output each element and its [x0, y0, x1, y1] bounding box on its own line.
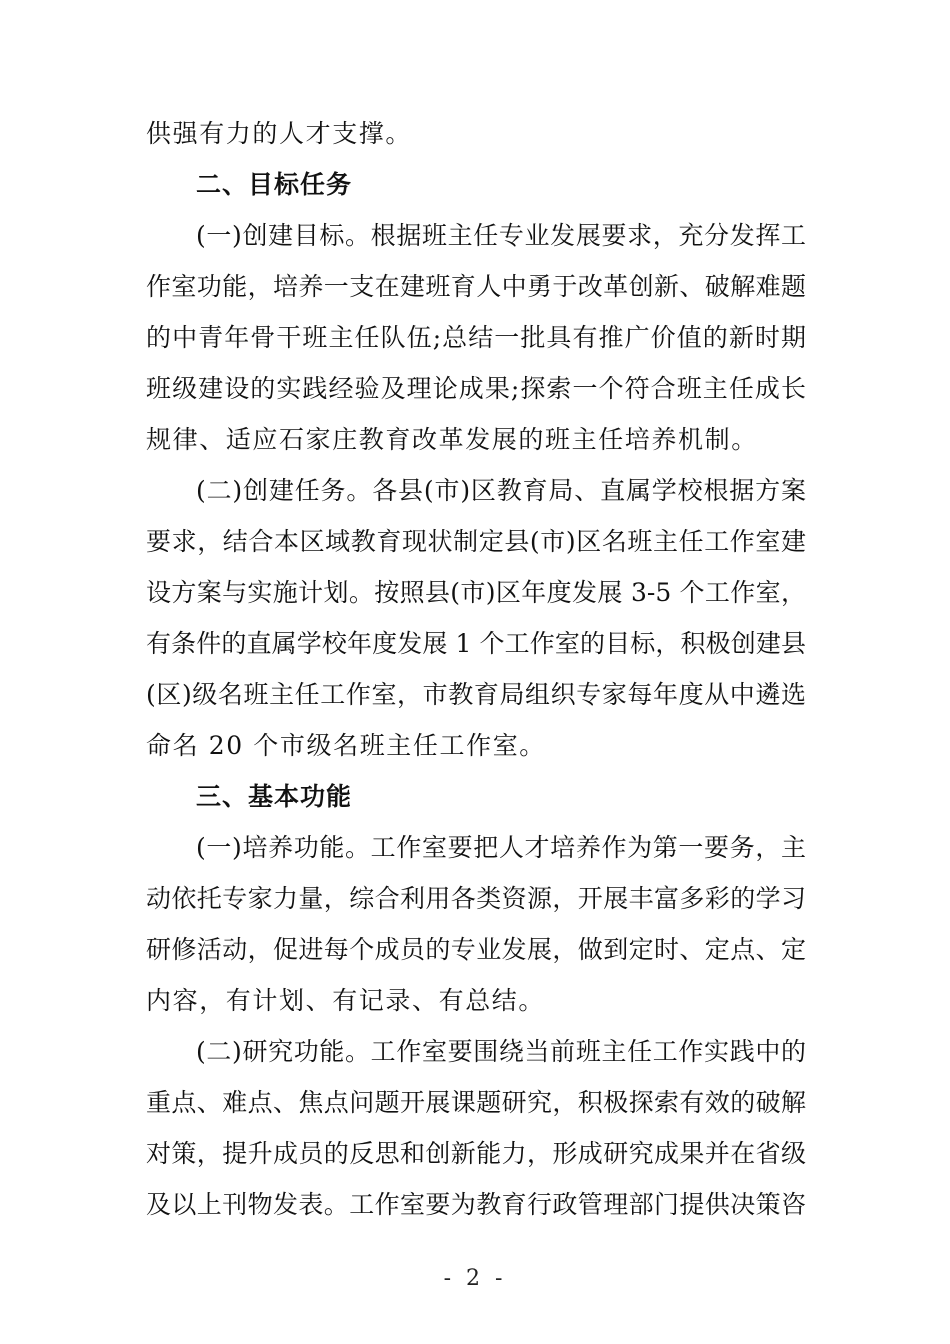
text-line: (二)创建任务。各县(市)区教育局、直属学校根据方案	[196, 476, 806, 505]
section-heading: 三、基本功能	[196, 782, 353, 811]
text-line: 命名 20 个市级名班主任工作室。	[146, 731, 546, 760]
text-line: (一)创建目标。根据班主任专业发展要求，充分发挥工	[196, 221, 806, 250]
text-line: 内容，有计划、有记录、有总结。	[146, 986, 546, 1015]
text-line: 班级建设的实践经验及理论成果;探索一个符合班主任成长	[146, 374, 806, 403]
text-line: (二)研究功能。工作室要围绕当前班主任工作实践中的	[196, 1037, 806, 1066]
text-line: 作室功能，培养一支在建班育人中勇于改革创新、破解难题	[146, 272, 806, 301]
text-line: 重点、难点、焦点问题开展课题研究，积极探索有效的破解	[146, 1088, 806, 1117]
text-line: 对策，提升成员的反思和创新能力，形成研究成果并在省级	[146, 1139, 806, 1168]
text-line: 要求，结合本区域教育现状制定县(市)区名班主任工作室建	[146, 527, 806, 556]
section-heading: 二、目标任务	[196, 170, 353, 199]
text-line: 供强有力的人才支撑。	[146, 119, 413, 148]
text-line: 及以上刊物发表。工作室要为教育行政管理部门提供决策咨	[146, 1190, 806, 1219]
text-line: 设方案与实施计划。按照县(市)区年度发展 3-5 个工作室，	[146, 578, 806, 607]
text-line: (一)培养功能。工作室要把人才培养作为第一要务，主	[196, 833, 806, 862]
text-line: (区)级名班主任工作室，市教育局组织专家每年度从中遴选	[146, 680, 806, 709]
text-line: 的中青年骨干班主任队伍;总结一批具有推广价值的新时期	[146, 323, 806, 352]
document-body	[146, 108, 806, 1230]
page-number: - 2 -	[443, 1266, 507, 1291]
text-line: 研修活动，促进每个成员的专业发展，做到定时、定点、定	[146, 935, 806, 964]
text-line: 有条件的直属学校年度发展 1 个工作室的目标，积极创建县	[146, 629, 806, 658]
text-line: 动依托专家力量，综合利用各类资源，开展丰富多彩的学习	[146, 884, 806, 913]
text-line: 规律、适应石家庄教育改革发展的班主任培养机制。	[146, 425, 758, 454]
